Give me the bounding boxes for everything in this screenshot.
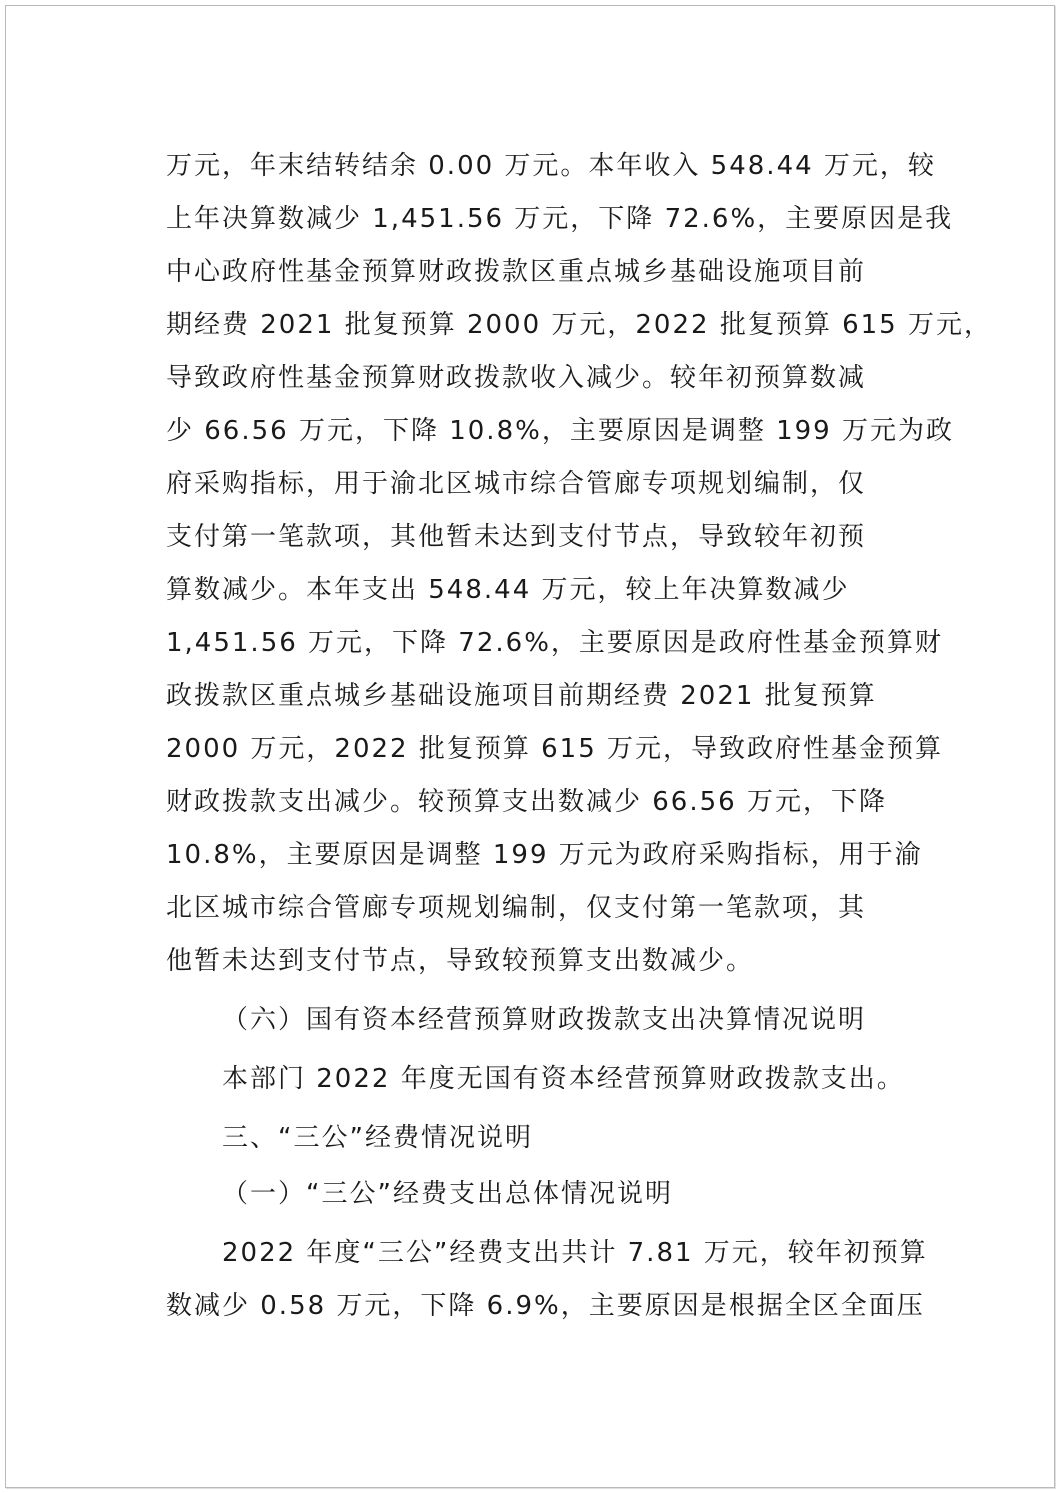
paragraph-line: 10.8%，主要原因是调整 199 万元为政府采购指标，用于渝 bbox=[166, 840, 923, 870]
paragraph-line: 1,451.56 万元，下降 72.6%，主要原因是政府性基金预算财 bbox=[166, 628, 943, 658]
paragraph-line: 2022 年度“三公”经费支出共计 7.81 万元，较年初预算 bbox=[222, 1238, 928, 1268]
paragraph-line: 万元，年末结转结余 0.00 万元。本年收入 548.44 万元，较 bbox=[166, 151, 936, 181]
section-heading: （六）国有资本经营预算财政拨款支出决算情况说明 bbox=[222, 1005, 867, 1035]
paragraph-line: 本部门 2022 年度无国有资本经营预算财政拨款支出。 bbox=[222, 1064, 905, 1094]
paragraph-line: 上年决算数减少 1,451.56 万元，下降 72.6%，主要原因是我 bbox=[166, 204, 954, 234]
paragraph-line: 北区城市综合管廊专项规划编制，仅支付第一笔款项，其 bbox=[166, 893, 867, 923]
paragraph-line: 数减少 0.58 万元，下降 6.9%，主要原因是根据全区全面压 bbox=[166, 1291, 925, 1321]
paragraph-line: 政拨款区重点城乡基础设施项目前期经费 2021 批复预算 bbox=[166, 681, 877, 711]
paragraph-line: 财政拨款支出减少。较预算支出数减少 66.56 万元，下降 bbox=[166, 787, 887, 817]
paragraph-line: 算数减少。本年支出 548.44 万元，较上年决算数减少 bbox=[166, 575, 850, 605]
paragraph-line: 期经费 2021 批复预算 2000 万元，2022 批复预算 615 万元， bbox=[166, 310, 992, 340]
paragraph-line: 中心政府性基金预算财政拨款区重点城乡基础设施项目前 bbox=[166, 257, 867, 287]
paragraph-line: 导致政府性基金预算财政拨款收入减少。较年初预算数减 bbox=[166, 363, 867, 393]
part-heading: 三、“三公”经费情况说明 bbox=[222, 1123, 533, 1153]
subsection-heading: （一）“三公”经费支出总体情况说明 bbox=[222, 1179, 673, 1209]
paragraph-line: 府采购指标，用于渝北区城市综合管廊专项规划编制，仅 bbox=[166, 469, 867, 499]
paragraph-line: 2000 万元，2022 批复预算 615 万元，导致政府性基金预算 bbox=[166, 734, 944, 764]
paragraph-line: 少 66.56 万元，下降 10.8%，主要原因是调整 199 万元为政 bbox=[166, 416, 954, 446]
paragraph-line: 他暂未达到支付节点，导致较预算支出数减少。 bbox=[166, 946, 755, 976]
paragraph-line: 支付第一笔款项，其他暂未达到支付节点，导致较年初预 bbox=[166, 522, 867, 552]
